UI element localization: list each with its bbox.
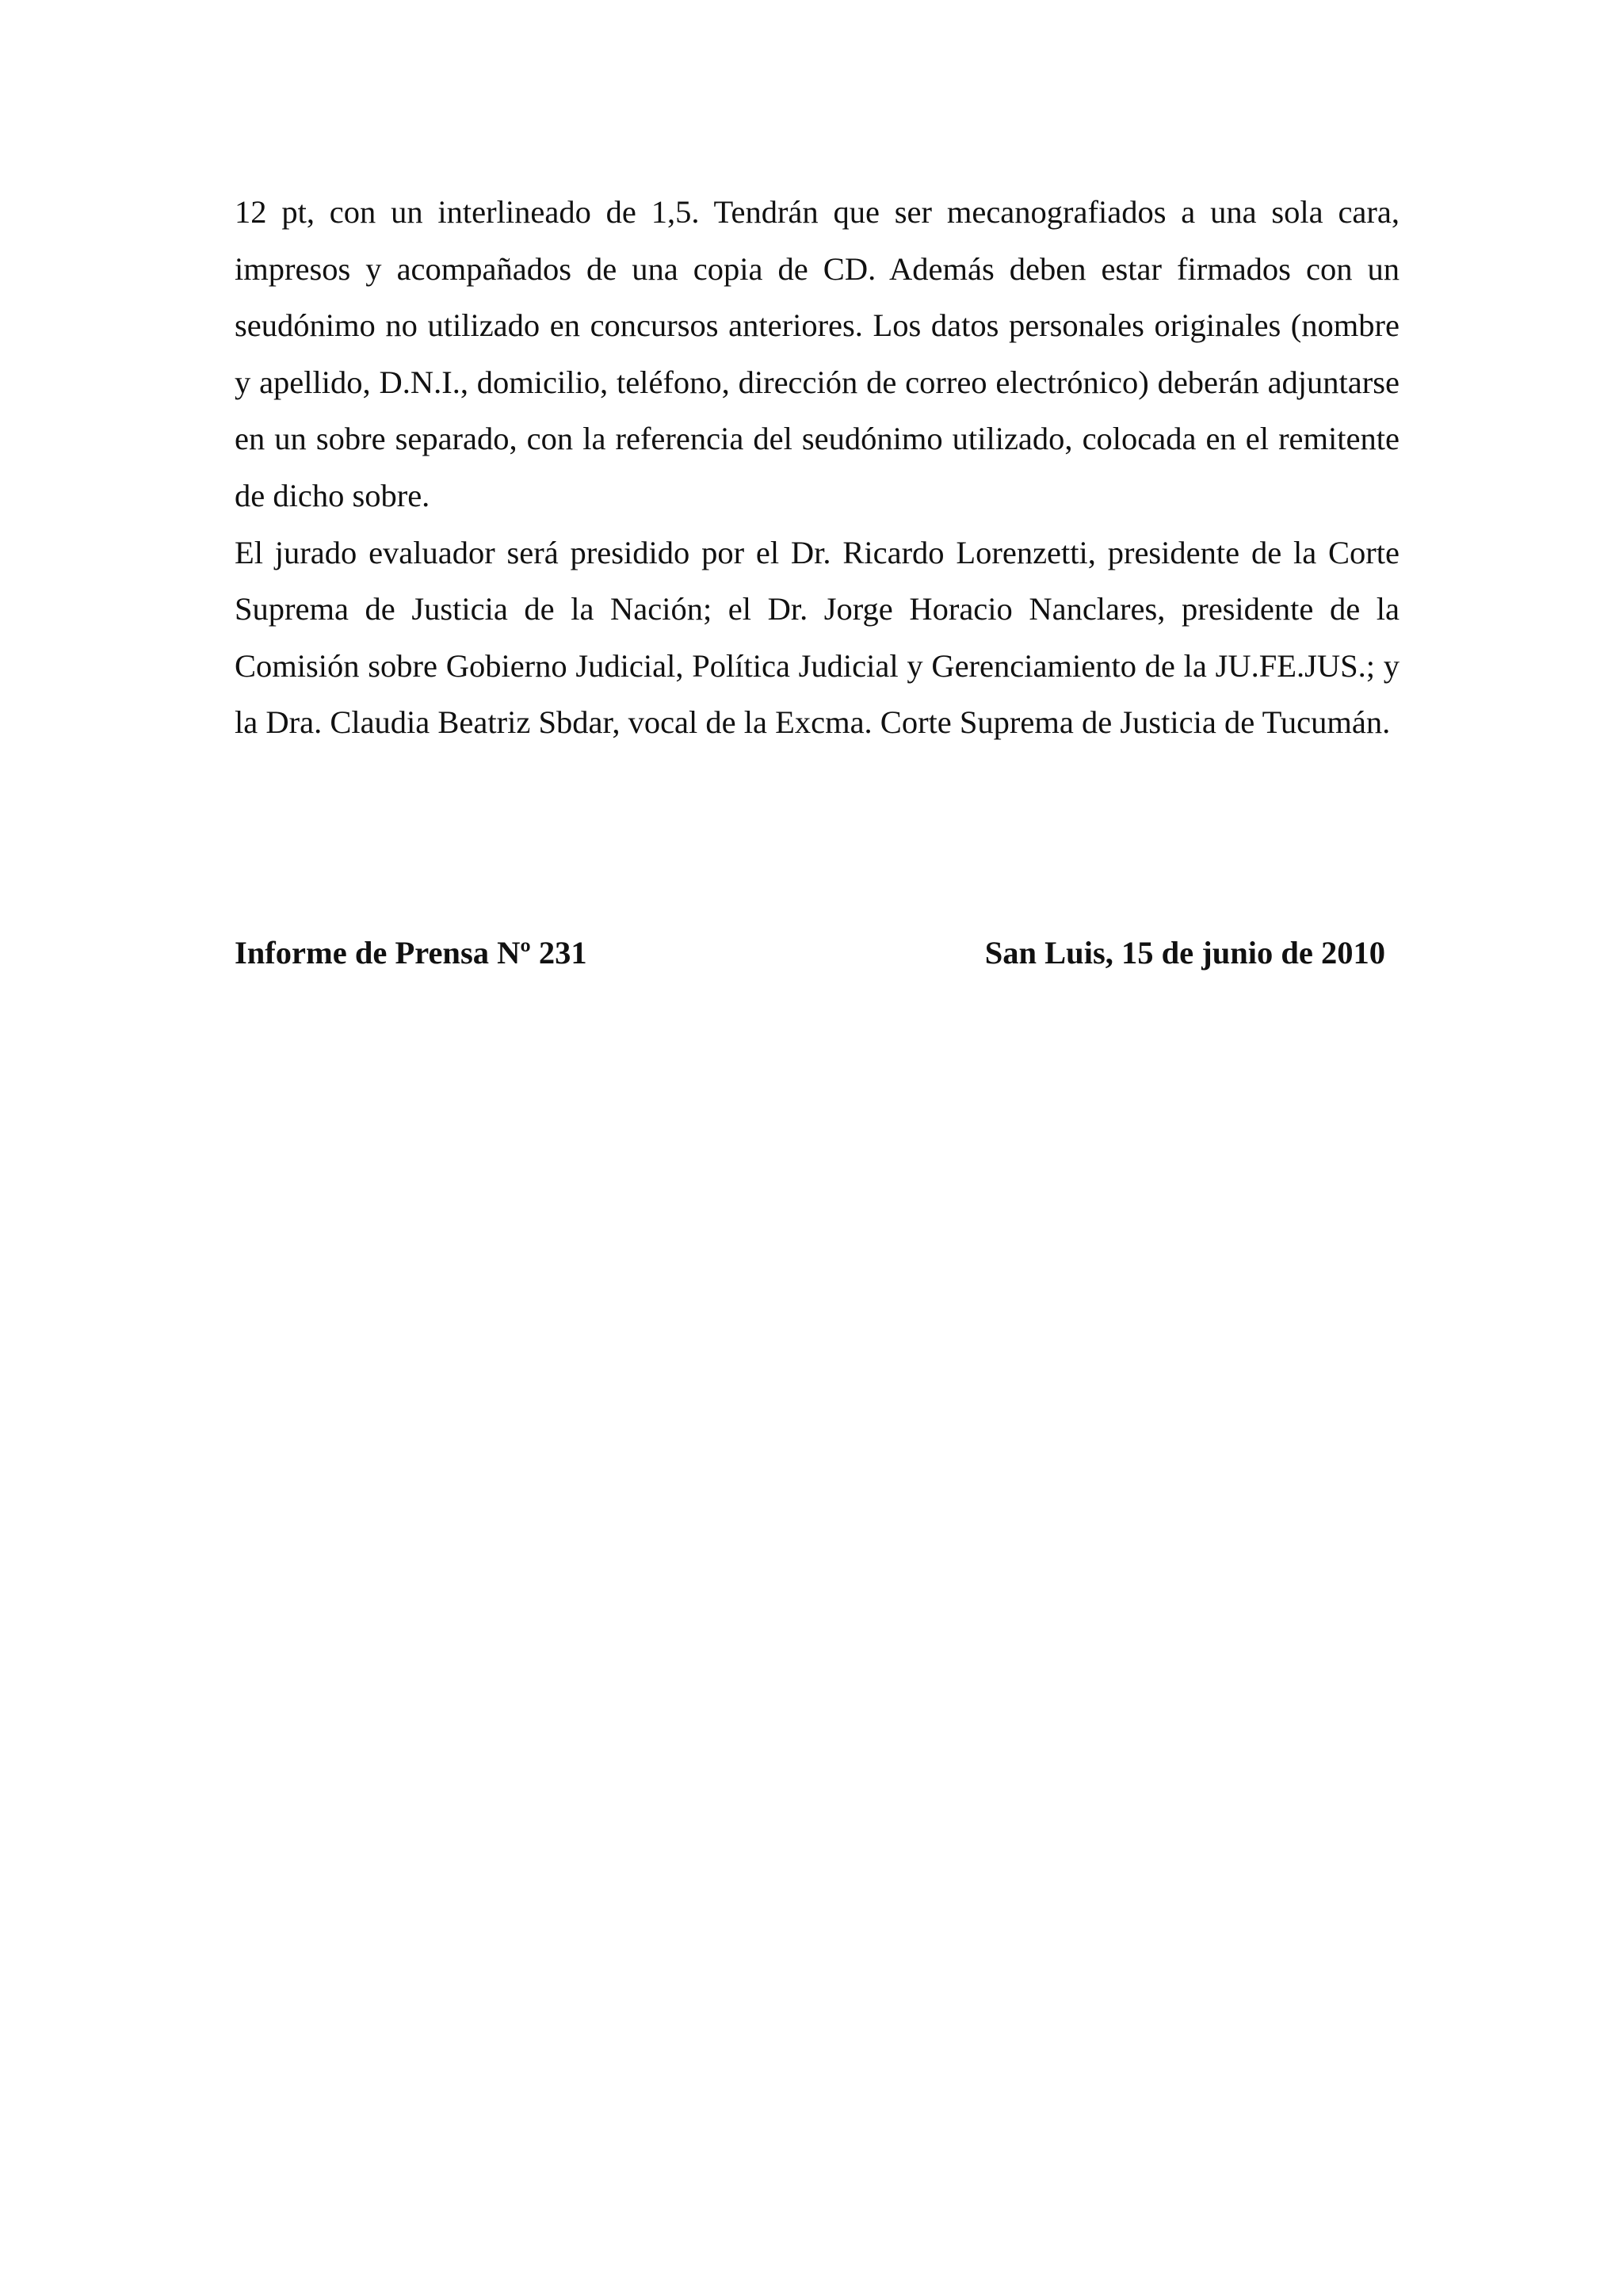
press-report-number: Informe de Prensa Nº 231 bbox=[235, 935, 587, 971]
body-text bbox=[235, 184, 1400, 751]
paragraph-submission-rules: 12 pt, con un interlineado de 1,5. Tendrán que ser mecanografiados a una sola cara, impresos y acompañados de una copia de CD. Además deben estar firmados con un seudónimo no utilizado en concursos anteriores. Los datos personales originales (nombre y apellido, D.N.I., domicilio, teléfono, dirección de correo electrónico) deberán adjuntarse en un sobre separado, con la referencia del seudónimo utilizado, colocada en el remitente de dicho sobre. bbox=[235, 194, 1400, 513]
place-and-date: San Luis, 15 de junio de 2010 bbox=[984, 935, 1385, 971]
paragraph-jury: El jurado evaluador será presidido por el Dr. Ricardo Lorenzetti, presidente de la Corte Suprema de Justicia de la Nación; el Dr. Jorge Horacio Nanclares, presidente de la Comisión sobre Gobierno Judicial, Política Judicial y Gerenciamiento de la JU.FE.JUS.; y la Dra. Claudia Beatriz Sbdar, vocal de la Excma. Corte Suprema de Justicia de Tucumán. bbox=[235, 534, 1400, 741]
